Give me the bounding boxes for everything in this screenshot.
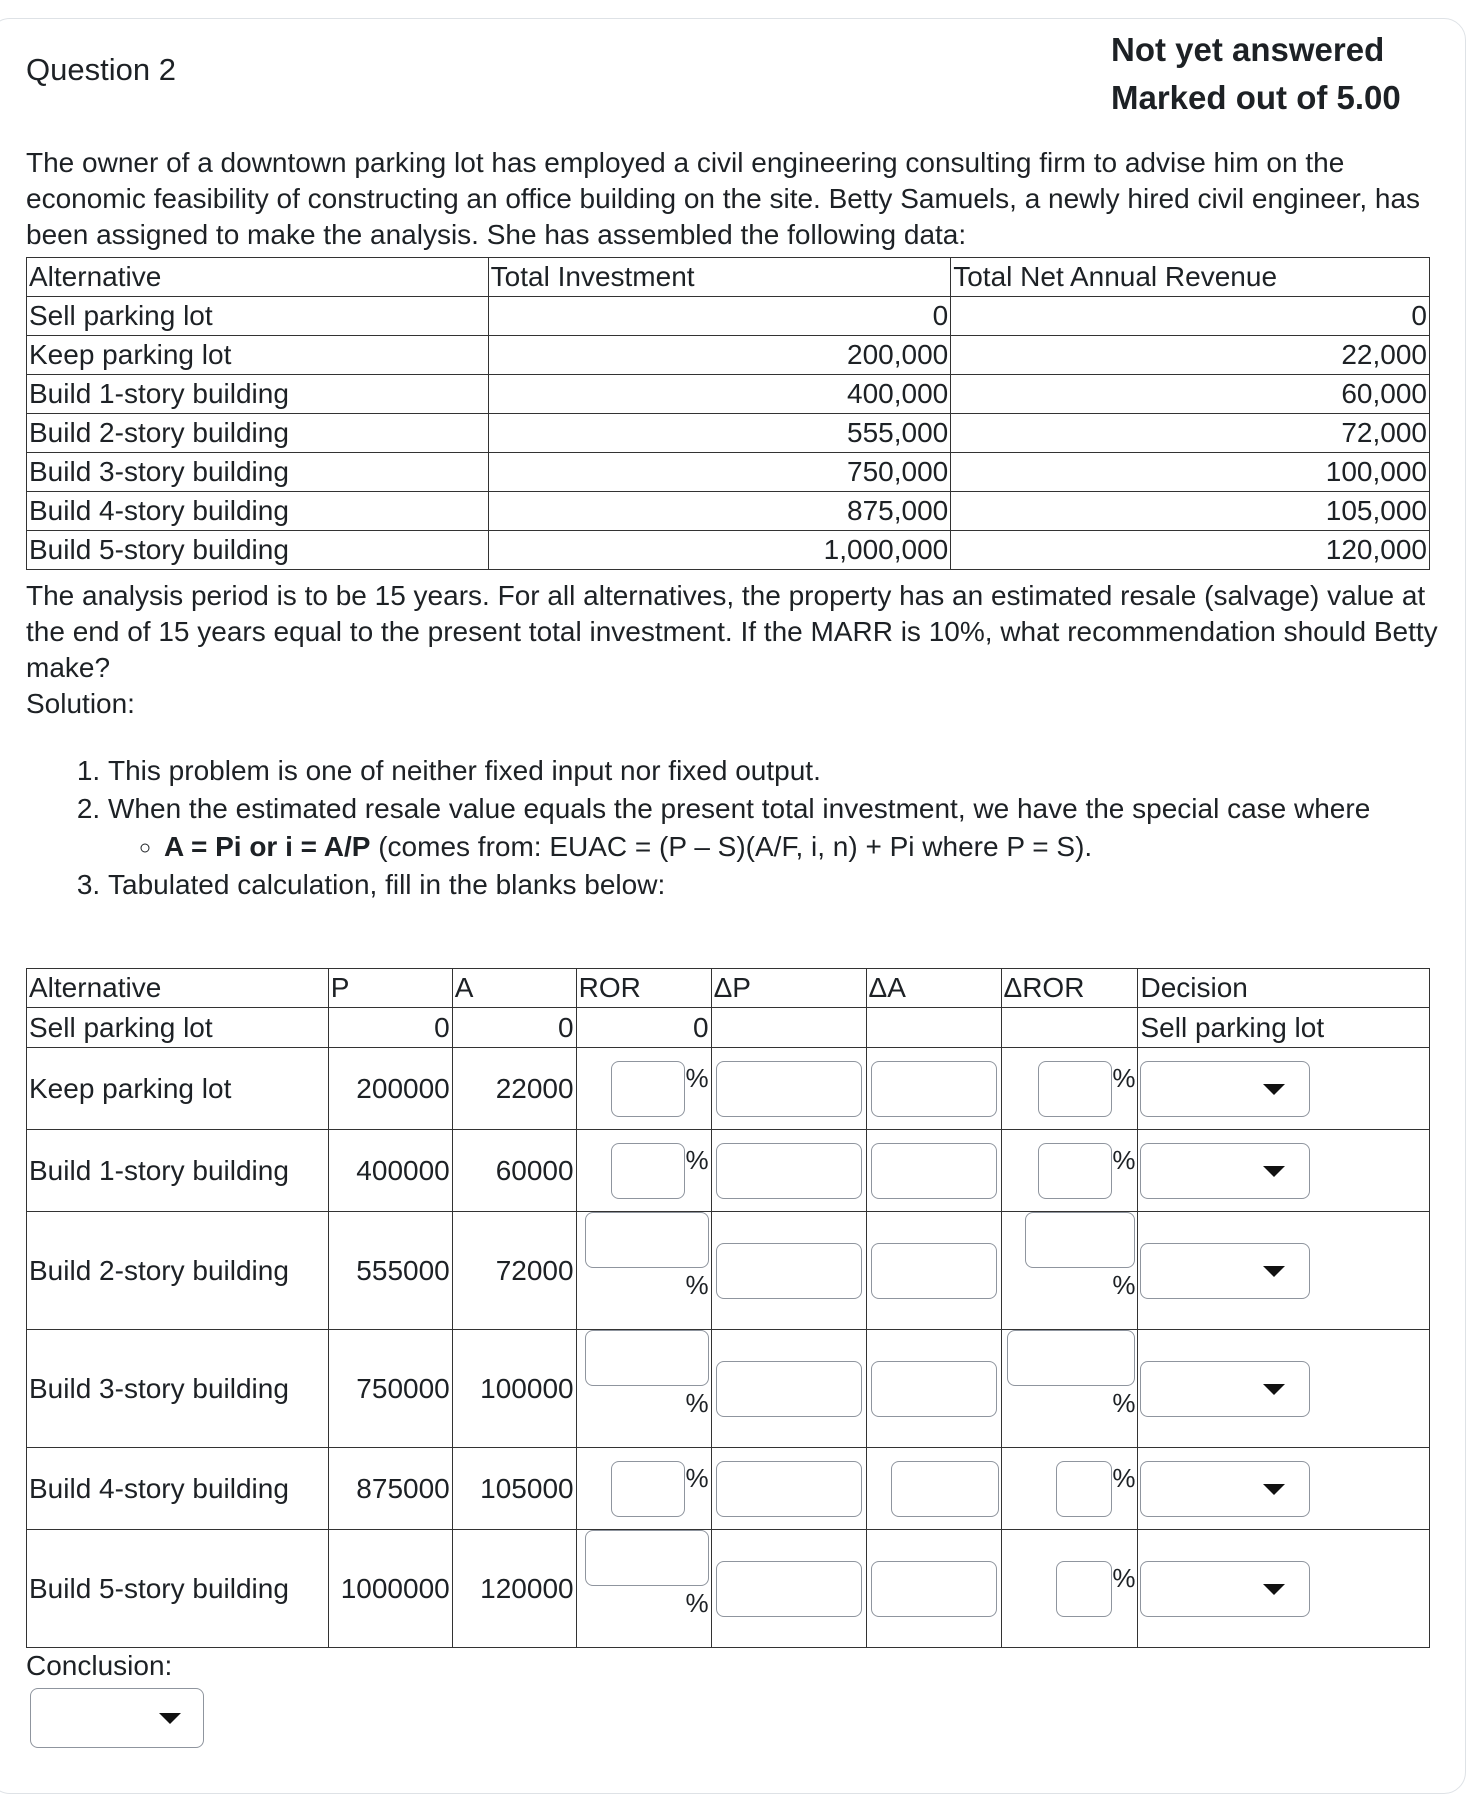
- p-cell: 875000: [328, 1448, 452, 1530]
- formula-bold: A = Pi or i = A/P: [164, 831, 371, 862]
- p-cell: 555000: [328, 1212, 452, 1330]
- hdr-alternative: Alternative: [27, 969, 329, 1008]
- percent-label: %: [1112, 1462, 1136, 1493]
- delta-ror-input[interactable]: [1038, 1143, 1112, 1199]
- a-cell: 0: [452, 1008, 576, 1048]
- delta-ror-input[interactable]: [1056, 1561, 1112, 1617]
- hdr-p: P: [328, 969, 452, 1008]
- chevron-down-icon: [1263, 1166, 1285, 1177]
- hdr-delta-a: ΔA: [866, 969, 1001, 1008]
- alt-cell: Keep parking lot: [27, 336, 489, 375]
- delta-a-input[interactable]: [871, 1361, 997, 1417]
- p-cell: 400000: [328, 1130, 452, 1212]
- revenue-cell: 105,000: [951, 492, 1430, 531]
- a-cell: 105000: [452, 1448, 576, 1530]
- solution-item-1: 1. This problem is one of neither fixed input nor fixed output.: [108, 753, 1446, 789]
- calc-table: [26, 968, 1430, 1648]
- table-row: [27, 297, 1430, 336]
- delta-p-input[interactable]: [716, 1143, 862, 1199]
- delta-a-input[interactable]: [891, 1461, 999, 1517]
- alt-cell: Build 5-story building: [27, 1530, 329, 1648]
- decision-select[interactable]: [1140, 1061, 1310, 1117]
- revenue-cell: 100,000: [951, 453, 1430, 492]
- percent-label: %: [1112, 1562, 1136, 1593]
- hdr-ror: ROR: [576, 969, 711, 1008]
- a-cell: 120000: [452, 1530, 576, 1648]
- hdr-decision: Decision: [1138, 969, 1430, 1008]
- table-row: [27, 1530, 1430, 1648]
- delta-a-input[interactable]: [871, 1061, 997, 1117]
- header-investment: Total Investment: [488, 258, 951, 297]
- revenue-cell: 22,000: [951, 336, 1430, 375]
- solution-list: [26, 751, 1446, 905]
- delta-ror-input[interactable]: [1025, 1212, 1135, 1268]
- decision-select[interactable]: [1140, 1143, 1310, 1199]
- percent-label: %: [1112, 1388, 1136, 1418]
- answer-status: Not yet answered: [1111, 31, 1385, 68]
- percent-label: %: [685, 1270, 709, 1300]
- header-alternative: Alternative: [27, 258, 489, 297]
- revenue-cell: 60,000: [951, 375, 1430, 414]
- p-cell: 0: [328, 1008, 452, 1048]
- formula-rest: (comes from: EUAC = (P – S)(A/F, i, n) + Pi where P = S).: [370, 831, 1093, 862]
- revenue-cell: 0: [951, 297, 1430, 336]
- data-table-header: [27, 258, 1430, 297]
- chevron-down-icon: [1263, 1384, 1285, 1395]
- solution-item-2-text: When the estimated resale value equals the present total investment, we have the special case where: [108, 793, 1371, 824]
- a-cell: 22000: [452, 1048, 576, 1130]
- revenue-cell: 72,000: [951, 414, 1430, 453]
- delta-a-input[interactable]: [871, 1143, 997, 1199]
- p-cell: 1000000: [328, 1530, 452, 1648]
- percent-label: %: [1112, 1144, 1136, 1175]
- conclusion-label: Conclusion:: [26, 1650, 173, 1681]
- investment-cell: 555,000: [488, 414, 951, 453]
- delta-ror-input[interactable]: [1007, 1330, 1135, 1386]
- intro-paragraph: The owner of a downtown parking lot has employed a civil engineering consulting firm to advise him on the economic feasibility of constructing an office building on the site. Betty Samuels, a newly hired civil engineer, has been assigned to make the analysis. She has assembled the following data:: [26, 147, 1421, 250]
- marks-label: Marked out of 5.00: [1111, 79, 1401, 116]
- question-status: [1111, 26, 1401, 122]
- percent-label: %: [685, 1388, 709, 1418]
- question-text: [26, 145, 1446, 253]
- p-cell: 750000: [328, 1330, 452, 1448]
- hdr-a: A: [452, 969, 576, 1008]
- ror-cell: 0: [576, 1008, 711, 1048]
- investment-cell: 750,000: [488, 453, 951, 492]
- hdr-delta-p: ΔP: [711, 969, 866, 1008]
- header-revenue: Total Net Annual Revenue: [951, 258, 1430, 297]
- a-cell: 100000: [452, 1330, 576, 1448]
- delta-p-input[interactable]: [716, 1243, 862, 1299]
- table-row: [27, 1048, 1430, 1130]
- percent-label: %: [685, 1144, 709, 1175]
- decision-cell: Sell parking lot: [1138, 1008, 1430, 1048]
- p-cell: 200000: [328, 1048, 452, 1130]
- alt-cell: Build 2-story building: [27, 1212, 329, 1330]
- ror-input[interactable]: [611, 1461, 685, 1517]
- ror-input[interactable]: [611, 1061, 685, 1117]
- solution-label: Solution:: [26, 688, 135, 719]
- table-row: [27, 375, 1430, 414]
- ror-input[interactable]: [611, 1143, 685, 1199]
- chevron-down-icon: [1263, 1084, 1285, 1095]
- decision-select[interactable]: [1140, 1243, 1310, 1299]
- conclusion-select[interactable]: [30, 1688, 204, 1748]
- percent-label: %: [685, 1462, 709, 1493]
- alt-cell: Sell parking lot: [27, 297, 489, 336]
- delta-p-input[interactable]: [716, 1561, 862, 1617]
- delta-ror-input[interactable]: [1038, 1061, 1112, 1117]
- chevron-down-icon: [159, 1713, 181, 1724]
- analysis-paragraph: The analysis period is to be 15 years. For all alternatives, the property has an estimated resale (salvage) value at the end of 15 years equal to the present total investment. If the MARR is 10%, what recommendation should Betty make?: [26, 580, 1438, 683]
- alt-cell: Build 1-story building: [27, 375, 489, 414]
- investment-cell: 400,000: [488, 375, 951, 414]
- a-cell: 60000: [452, 1130, 576, 1212]
- investment-cell: 200,000: [488, 336, 951, 375]
- alt-cell: Keep parking lot: [27, 1048, 329, 1130]
- percent-label: %: [1112, 1270, 1136, 1300]
- table-row: [27, 1448, 1430, 1530]
- delta-p-input[interactable]: [716, 1361, 862, 1417]
- delta-p-input[interactable]: [716, 1061, 862, 1117]
- table-row: [27, 1130, 1430, 1212]
- alt-cell: Sell parking lot: [27, 1008, 329, 1048]
- decision-select[interactable]: [1140, 1361, 1310, 1417]
- table-row: [27, 492, 1430, 531]
- chevron-down-icon: [1263, 1266, 1285, 1277]
- table-row: [27, 531, 1430, 570]
- calc-table-header: [27, 969, 1430, 1008]
- formula-item: [164, 829, 1446, 865]
- alt-cell: Build 3-story building: [27, 453, 489, 492]
- data-table: [26, 257, 1430, 570]
- ror-input[interactable]: [585, 1330, 709, 1386]
- alt-cell: Build 1-story building: [27, 1130, 329, 1212]
- chevron-down-icon: [1263, 1484, 1285, 1495]
- table-row: [27, 336, 1430, 375]
- investment-cell: 0: [488, 297, 951, 336]
- percent-label: %: [1112, 1062, 1136, 1093]
- revenue-cell: 120,000: [951, 531, 1430, 570]
- table-row: [27, 453, 1430, 492]
- ror-input[interactable]: [585, 1212, 709, 1268]
- investment-cell: 1,000,000: [488, 531, 951, 570]
- delta-a-input[interactable]: [871, 1243, 997, 1299]
- investment-cell: 875,000: [488, 492, 951, 531]
- decision-select[interactable]: [1140, 1561, 1310, 1617]
- hdr-delta-ror: ΔROR: [1001, 969, 1138, 1008]
- table-row: [27, 1008, 1430, 1048]
- decision-select[interactable]: [1140, 1461, 1310, 1517]
- solution-item-3: 3. Tabulated calculation, fill in the blanks below:: [108, 867, 1446, 903]
- ror-input[interactable]: [585, 1530, 709, 1586]
- chevron-down-icon: [1263, 1584, 1285, 1595]
- table-row: [27, 414, 1430, 453]
- alt-cell: Build 2-story building: [27, 414, 489, 453]
- percent-label: %: [685, 1062, 709, 1093]
- a-cell: 72000: [452, 1212, 576, 1330]
- alt-cell: Build 4-story building: [27, 1448, 329, 1530]
- solution-item-2: [108, 791, 1446, 865]
- table-row: [27, 1330, 1430, 1448]
- delta-ror-input[interactable]: [1056, 1461, 1112, 1517]
- delta-p-input[interactable]: [716, 1461, 862, 1517]
- problem-statement: [26, 578, 1446, 722]
- alt-cell: Build 5-story building: [27, 531, 489, 570]
- delta-a-input[interactable]: [871, 1561, 997, 1617]
- alt-cell: Build 4-story building: [27, 492, 489, 531]
- alt-cell: Build 3-story building: [27, 1330, 329, 1448]
- question-number: Question 2: [26, 52, 176, 87]
- percent-label: %: [685, 1588, 709, 1618]
- table-row: [27, 1212, 1430, 1330]
